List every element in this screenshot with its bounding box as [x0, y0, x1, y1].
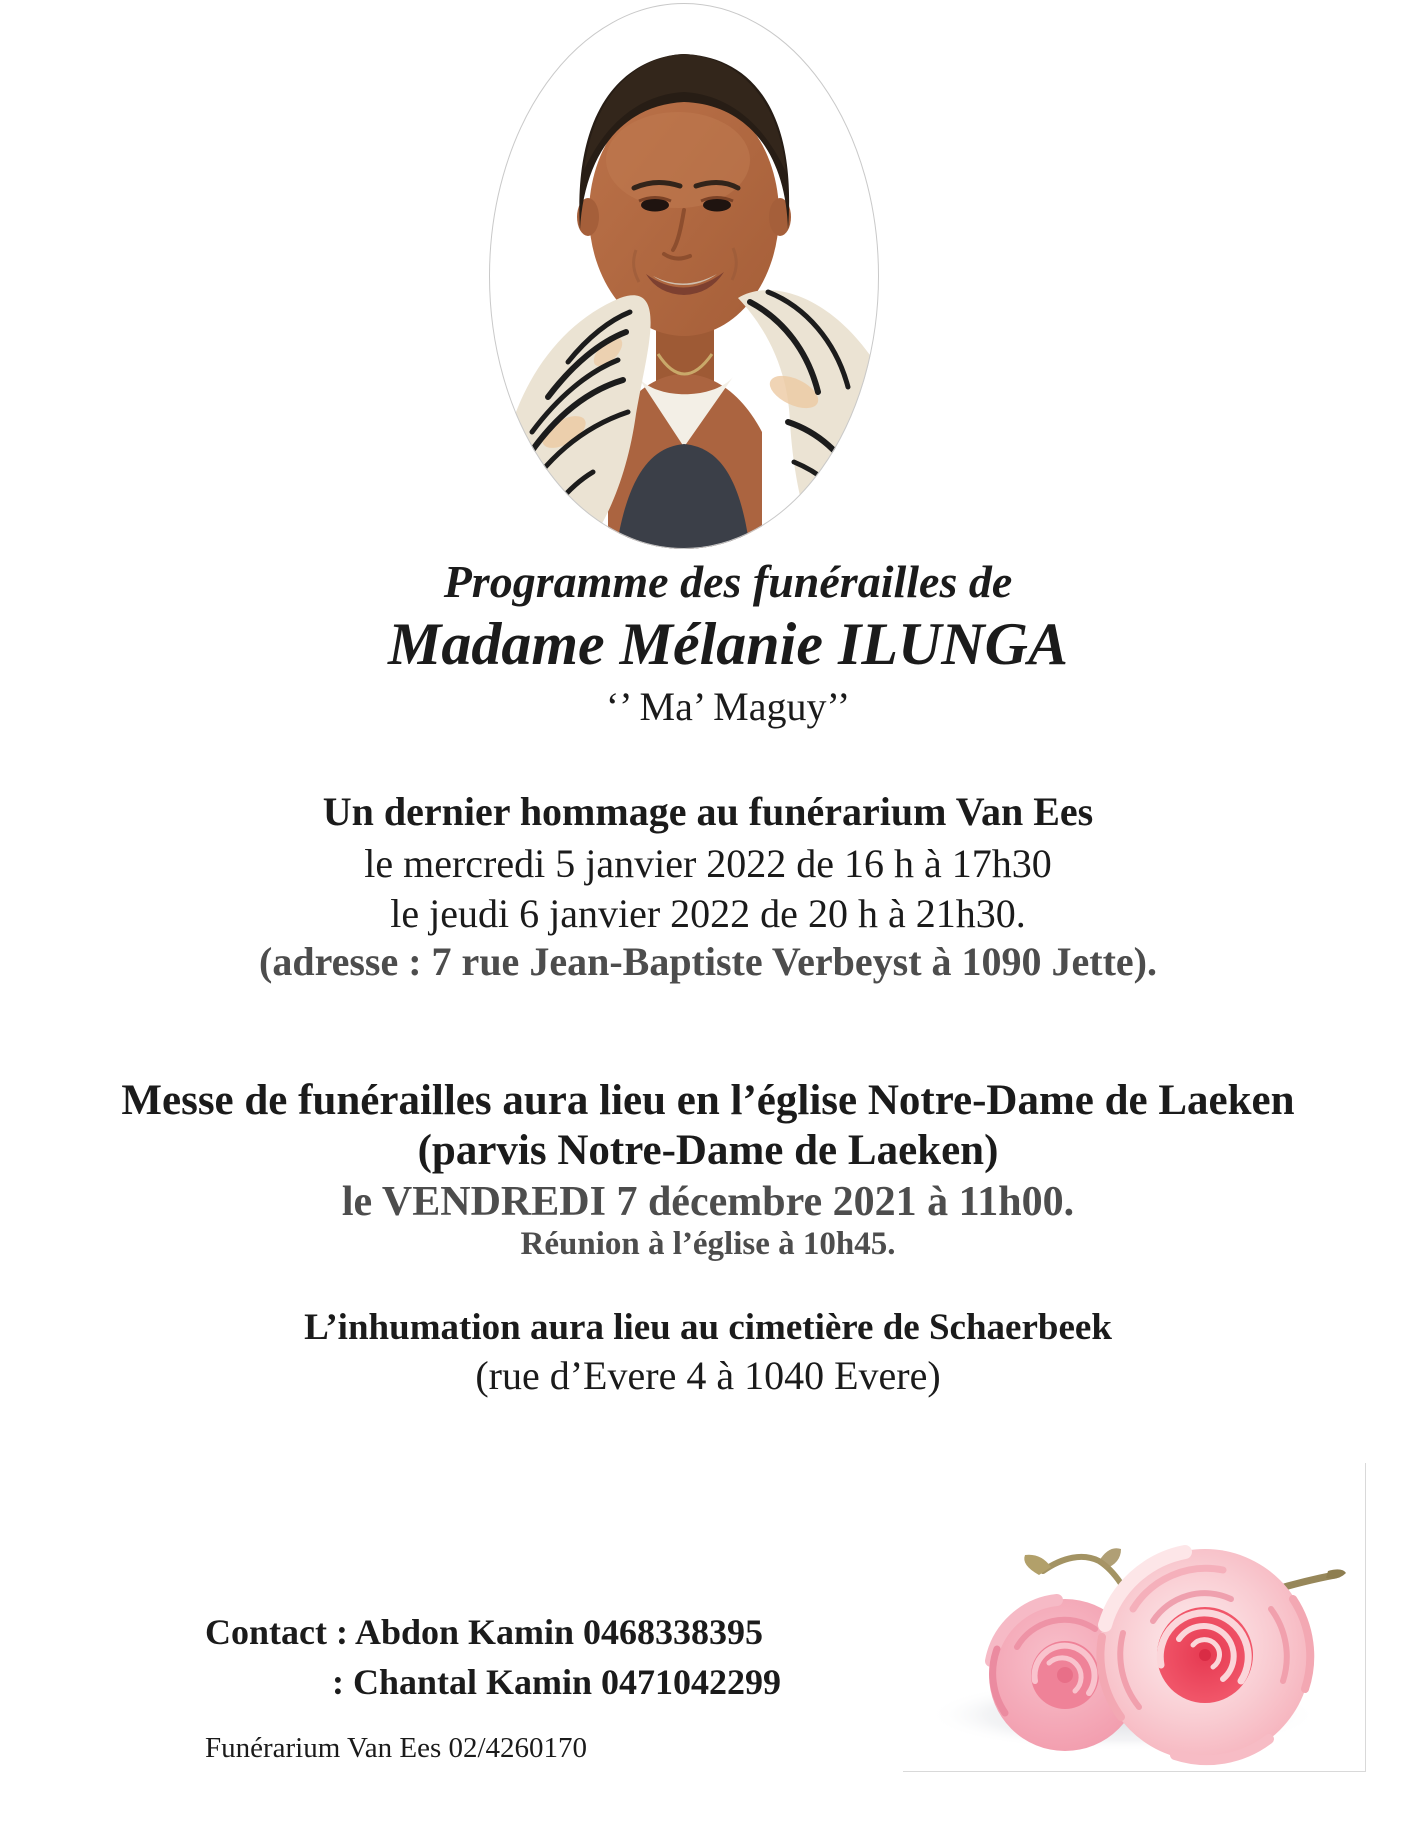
hommage-date-2: le jeudi 6 janvier 2022 de 20 h à 21h30. — [390, 891, 1026, 936]
roses-illustration — [903, 1463, 1365, 1771]
deceased-name: Madame Mélanie ILUNGA — [388, 610, 1068, 677]
messe-date: le VENDREDI 7 décembre 2021 à 11h00. — [341, 1179, 1075, 1225]
hommage-heading: Un dernier hommage au funérarium Van Ees — [322, 789, 1094, 834]
title-block — [20, 556, 1416, 731]
deceased-nickname: ‘’ Ma’ Maguy’’ — [605, 683, 851, 729]
inhumation-heading: L’inhumation aura lieu au cimetière de Schaerbeek — [304, 1307, 1112, 1348]
portrait-photo-image — [488, 2, 880, 550]
hommage-address: (adresse : 7 rue Jean-Baptiste Verbeyst à 1090 Jette). — [259, 939, 1157, 984]
program-title: Programme des funérailles de — [443, 556, 1013, 607]
contact-block — [205, 1608, 781, 1707]
inhumation-address: (rue d’Evere 4 à 1040 Evere) — [475, 1353, 941, 1398]
contact-line-1: Contact : Abdon Kamin 0468338395 — [205, 1612, 764, 1652]
funerarium-footer: Funérarium Van Ees 02/4260170 — [205, 1732, 588, 1764]
contact-line-2: : Chantal Kamin 0471042299 — [332, 1661, 782, 1702]
hommage-date-1: le mercredi 5 janvier 2022 de 16 h à 17h30 — [364, 841, 1052, 886]
messe-reunion: Réunion à l’église à 10h45. — [520, 1226, 896, 1262]
roses-image — [903, 1463, 1366, 1772]
messe-heading: Messe de funérailles aura lieu en l’église Notre-Dame de Laeken — [121, 1077, 1295, 1124]
portrait-photo — [488, 2, 880, 550]
messe-location: (parvis Notre-Dame de Laeken) — [417, 1127, 999, 1174]
